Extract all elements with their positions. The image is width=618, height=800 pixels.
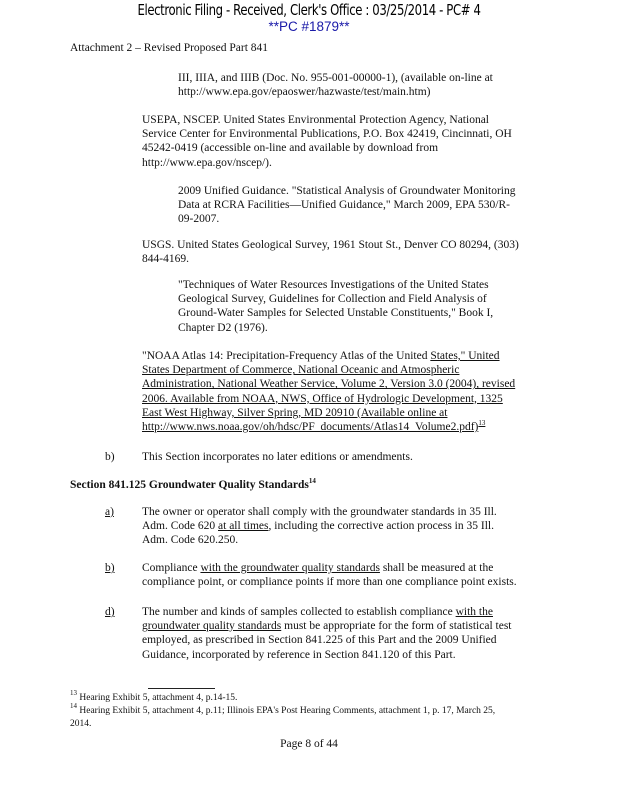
ref-usepa-nscep <box>142 113 512 170</box>
attachment-header: Attachment 2 – Revised Proposed Part 841 <box>70 42 269 54</box>
underlined-text: States," United <box>430 350 500 362</box>
std-a-label: a) <box>105 506 114 518</box>
ref-unified-guidance <box>178 184 516 227</box>
std-a-text <box>142 505 497 548</box>
std-b-label: b) <box>105 562 115 574</box>
underlined-text: Administration, National Weather Service, Volume 2, Version 3.0 (2004), revised <box>142 378 516 391</box>
text-line <box>142 349 515 363</box>
text-segment: Ground-Water Samples for Selected Unstable Constituents," Book I, <box>178 307 494 320</box>
ref-usgs-techniques <box>178 278 493 335</box>
underlined-text: 2006. Available from NOAA, NWS, Office of Hydrologic Development, 1325 <box>142 392 503 405</box>
text-line <box>142 505 497 519</box>
text-line <box>142 450 413 464</box>
footnote-ref: 13 <box>478 419 486 428</box>
text-line <box>142 605 512 619</box>
text-segment: http://www.epa.gov/epaoswer/hazwaste/test/main.htm) <box>178 86 431 99</box>
text-line <box>142 113 512 127</box>
text-segment: 2009 Unified Guidance. "Statistical Analysis of Groundwater Monitoring <box>178 185 516 197</box>
text-line <box>142 238 519 252</box>
text-segment: Data at RCRA Facilities—Unified Guidance," March 2009, EPA 530/R- <box>178 199 510 212</box>
ref-epa-sw846 <box>178 71 493 99</box>
text-segment: must be appropriate for the form of statistical test <box>281 620 512 633</box>
footnote-text: 2014. <box>70 719 92 729</box>
std-b-text <box>142 561 517 589</box>
section-heading-footnote: 14 <box>308 477 316 485</box>
text-segment: http://www.epa.gov/nscep/). <box>142 156 272 169</box>
footnote-text: Hearing Exhibit 5, attachment 4, p.11; Illinois EPA's Post Hearing Comments, attachment 1, p. 17, March 25, <box>77 706 496 716</box>
text-segment: "Techniques of Water Resources Investigations of the United States <box>178 279 489 291</box>
underlined-text: States Department of Commerce, National Oceanic and Atmospheric <box>142 364 460 377</box>
text-segment: Service Center for Environmental Publications, P.O. Box 42419, Cincinnati, OH <box>142 128 512 141</box>
text-line <box>142 127 512 141</box>
text-segment: shall be measured at the <box>379 562 494 574</box>
text-line <box>142 561 517 575</box>
text-segment: III, IIIA, and IIIB (Doc. No. 955-001-00000-1), (available on-line at <box>178 72 493 84</box>
text-segment: USGS. United States Geological Survey, 1961 Stout St., Denver CO 80294, (303) <box>142 239 519 251</box>
text-line <box>178 292 493 306</box>
page-number: Page 8 of 44 <box>280 738 338 750</box>
text-line <box>142 633 512 647</box>
ref-noaa <box>142 349 515 434</box>
text-line <box>142 406 515 420</box>
text-line <box>178 306 493 320</box>
std-d-label: d) <box>105 606 115 618</box>
text-line <box>142 533 497 547</box>
underlined-text: with the <box>455 606 493 618</box>
text-segment: Chapter D2 (1976). <box>178 321 268 334</box>
footnote-number: 13 <box>70 689 77 697</box>
std-d-text <box>142 605 512 662</box>
underlined-text: East West Highway, Silver Spring, MD 20910 (Available online at <box>142 406 448 419</box>
text-segment: 09-2007. <box>178 213 220 226</box>
footnote-14 <box>70 702 496 718</box>
text-line <box>142 420 515 434</box>
pc-number: **PC #1879** <box>268 19 350 34</box>
text-line <box>142 377 515 391</box>
section-b-text <box>142 450 413 464</box>
footnote-text: Hearing Exhibit 5, attachment 4, p.14-15. <box>77 693 238 703</box>
text-line <box>178 278 493 292</box>
text-segment: "NOAA Atlas 14: Precipitation-Frequency Atlas of the United <box>142 350 431 362</box>
text-segment: Guidance, incorporated by reference in Section 841.120 of this Part. <box>142 648 456 661</box>
section-heading <box>70 478 316 492</box>
underlined-text: at all times <box>218 520 269 533</box>
underlined-text: groundwater quality standards <box>142 620 282 633</box>
text-segment: The owner or operator shall comply with the groundwater standards in 35 Ill. <box>142 506 497 518</box>
text-segment: Geological Survey, Guidelines for Collection and Field Analysis of <box>178 293 487 306</box>
text-line <box>142 363 515 377</box>
text-line <box>142 575 517 589</box>
text-segment: This Section incorporates no later editions or amendments. <box>142 451 413 463</box>
text-line <box>142 392 515 406</box>
text-line <box>142 519 497 533</box>
text-line <box>178 71 493 85</box>
underlined-text: with the groundwater quality standards <box>200 562 380 574</box>
text-segment: USEPA, NSCEP. United States Environmental Protection Agency, National <box>142 114 489 126</box>
text-segment: Adm. Code 620.250. <box>142 534 239 547</box>
footnote-13 <box>70 689 238 705</box>
text-segment: The number and kinds of samples collected to establish compliance <box>142 606 456 618</box>
text-line <box>178 198 516 212</box>
text-segment: 45242-0419 (accessible on-line and available by download from <box>142 142 439 155</box>
filing-stamp: Electronic Filing - Received, Clerk's Office : 03/25/2014 - PC# 4 <box>137 1 481 19</box>
text-line <box>142 252 519 266</box>
text-segment: Compliance <box>142 562 201 574</box>
ref-usgs <box>142 238 519 266</box>
text-segment: 844-4169. <box>142 253 189 266</box>
text-line <box>178 212 516 226</box>
text-line <box>142 619 512 633</box>
text-line <box>142 156 512 170</box>
section-b-label: b) <box>105 451 115 463</box>
footnote-number: 14 <box>70 702 77 710</box>
text-segment: , including the corrective action process in 35 Ill. <box>268 520 494 533</box>
text-segment: Adm. Code 620 <box>142 520 219 533</box>
footnote-14-cont <box>70 718 91 731</box>
text-line <box>142 141 512 155</box>
text-segment: compliance point, or compliance points if more than one compliance point exists. <box>142 576 517 589</box>
text-line <box>178 321 493 335</box>
underlined-text: http://www.nws.noaa.gov/oh/hdsc/PF_documents/Atlas14_Volume2.pdf) <box>142 421 479 434</box>
text-line <box>142 648 512 662</box>
footnote-divider <box>148 688 215 689</box>
section-heading-text: Section 841.125 Groundwater Quality Standards <box>70 479 309 491</box>
text-segment: employed, as prescribed in Section 841.225 of this Part and the 2009 Unified <box>142 634 497 647</box>
text-line <box>178 184 516 198</box>
text-line <box>178 85 493 99</box>
